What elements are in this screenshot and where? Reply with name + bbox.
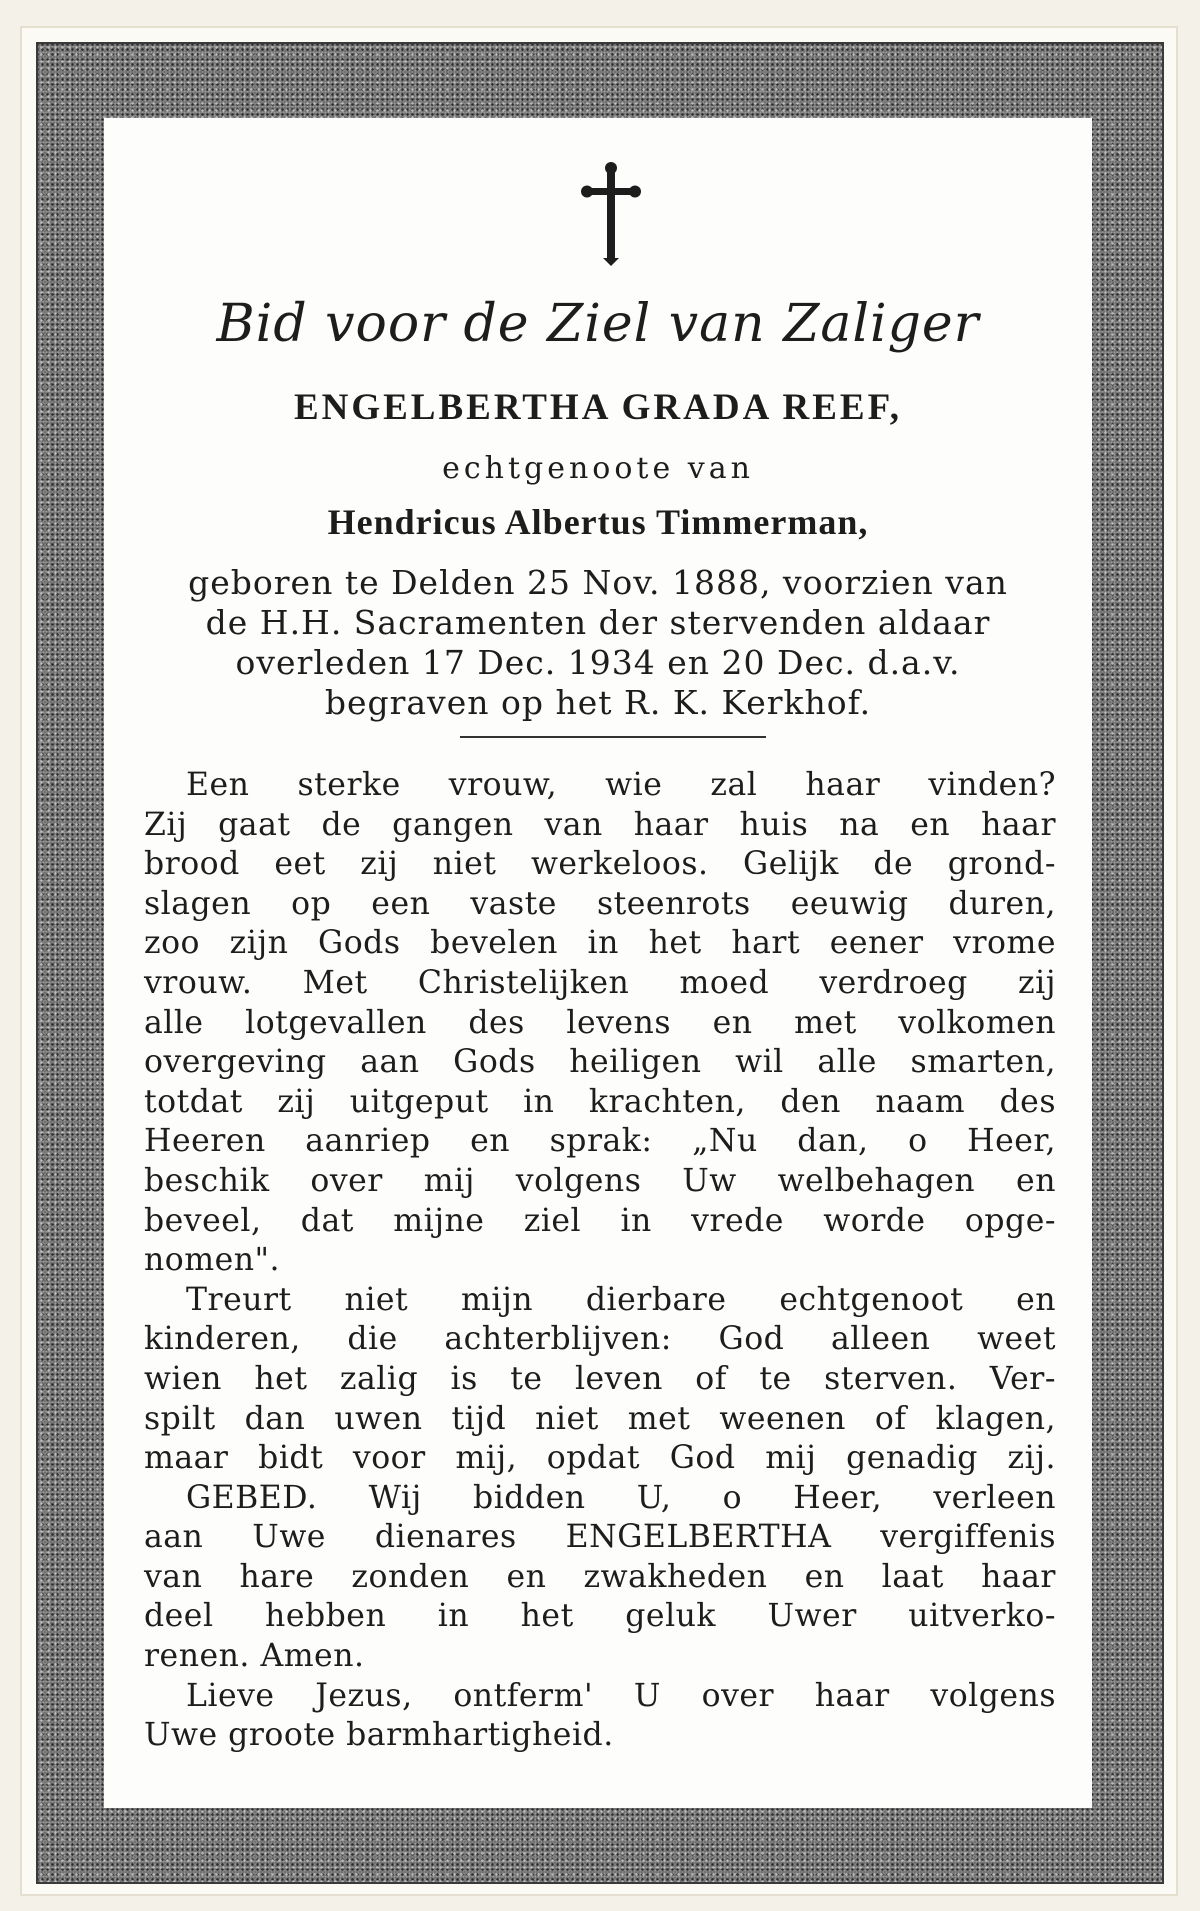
- text-line: nomen".: [144, 1242, 281, 1279]
- prayer-line: van hare zonden en zwakheden en laat haar: [144, 1558, 1056, 1595]
- text-line: beveel, dat mijne ziel in vrede worde opge-: [144, 1202, 1056, 1239]
- text-line: vrouw. Met Christelijken moed verdroeg zij: [144, 964, 1056, 1001]
- text-line: Heeren aanriep en sprak: „Nu dan, o Heer,: [144, 1123, 1056, 1160]
- text-line: maar bidt voor mij, opdat God mij genadig zij.: [144, 1440, 1056, 1477]
- bio-line: geboren te Delden 25 Nov. 1888, voorzien van: [188, 563, 1008, 602]
- prayer-line: deel hebben in het geluk Uwer uitverko-: [144, 1598, 1056, 1635]
- biography: [104, 563, 1092, 723]
- text-line: spilt dan uwen tijd niet met weenen of klagen,: [144, 1400, 1056, 1437]
- bio-line: de H.H. Sacramenten der stervenden aldaar: [205, 603, 991, 642]
- text-line: Zij gaat de gangen van haar huis na en haar: [144, 806, 1056, 843]
- prayer-line: GEBED. Wij bidden U, o Heer, verleen: [186, 1479, 1056, 1516]
- text-line: kinderen, die achterblijven: God alleen weet: [144, 1321, 1056, 1358]
- text-line: Treurt niet mijn dierbare echtgenoot en: [186, 1281, 1056, 1318]
- text-line: brood eet zij niet werkeloos. Gelijk de grond-: [144, 846, 1056, 883]
- deceased-name: ENGELBERTHA GRADA REEF,: [293, 387, 903, 428]
- text-line: Een sterke vrouw, wie zal haar vinden?: [186, 767, 1056, 803]
- closing-line: Uwe groote barmhartigheid.: [144, 1717, 614, 1754]
- bio-line: overleden 17 Dec. 1934 en 20 Dec. d.a.v.: [235, 643, 961, 682]
- prayer-line: aan Uwe dienares ENGELBERTHA vergiffenis: [144, 1519, 1056, 1556]
- text-line: alle lotgevallen des levens en met volkomen: [144, 1004, 1056, 1041]
- text-line: overgeving aan Gods heiligen wil alle smarten,: [144, 1044, 1056, 1081]
- spouse-label: echtgenoote van: [442, 451, 754, 486]
- card-content: [104, 118, 1092, 1808]
- cross-icon: [581, 162, 641, 268]
- bio-line: begraven op het R. K. Kerkhof.: [324, 683, 872, 722]
- text-line: zoo zijn Gods bevelen in het hart eener vrome: [144, 925, 1056, 962]
- prayer-title: Bid voor de Ziel van Zaliger: [216, 294, 980, 354]
- divider: [460, 736, 766, 738]
- text-line: slagen op een vaste steenrots eeuwig duren,: [144, 885, 1056, 922]
- text-line: totdat zij uitgeput in krachten, den naam des: [144, 1083, 1056, 1120]
- prayer-line: renen. Amen.: [144, 1638, 365, 1675]
- text-line: beschik over mij volgens Uw welbehagen en: [144, 1162, 1056, 1199]
- memorial-text: [144, 766, 1056, 1756]
- husband-name: Hendricus Albertus Timmerman,: [327, 502, 869, 542]
- closing-line: Lieve Jezus, ontferm' U over haar volgens: [186, 1677, 1056, 1714]
- text-line: wien het zalig is te leven of te sterven. Ver-: [144, 1360, 1056, 1397]
